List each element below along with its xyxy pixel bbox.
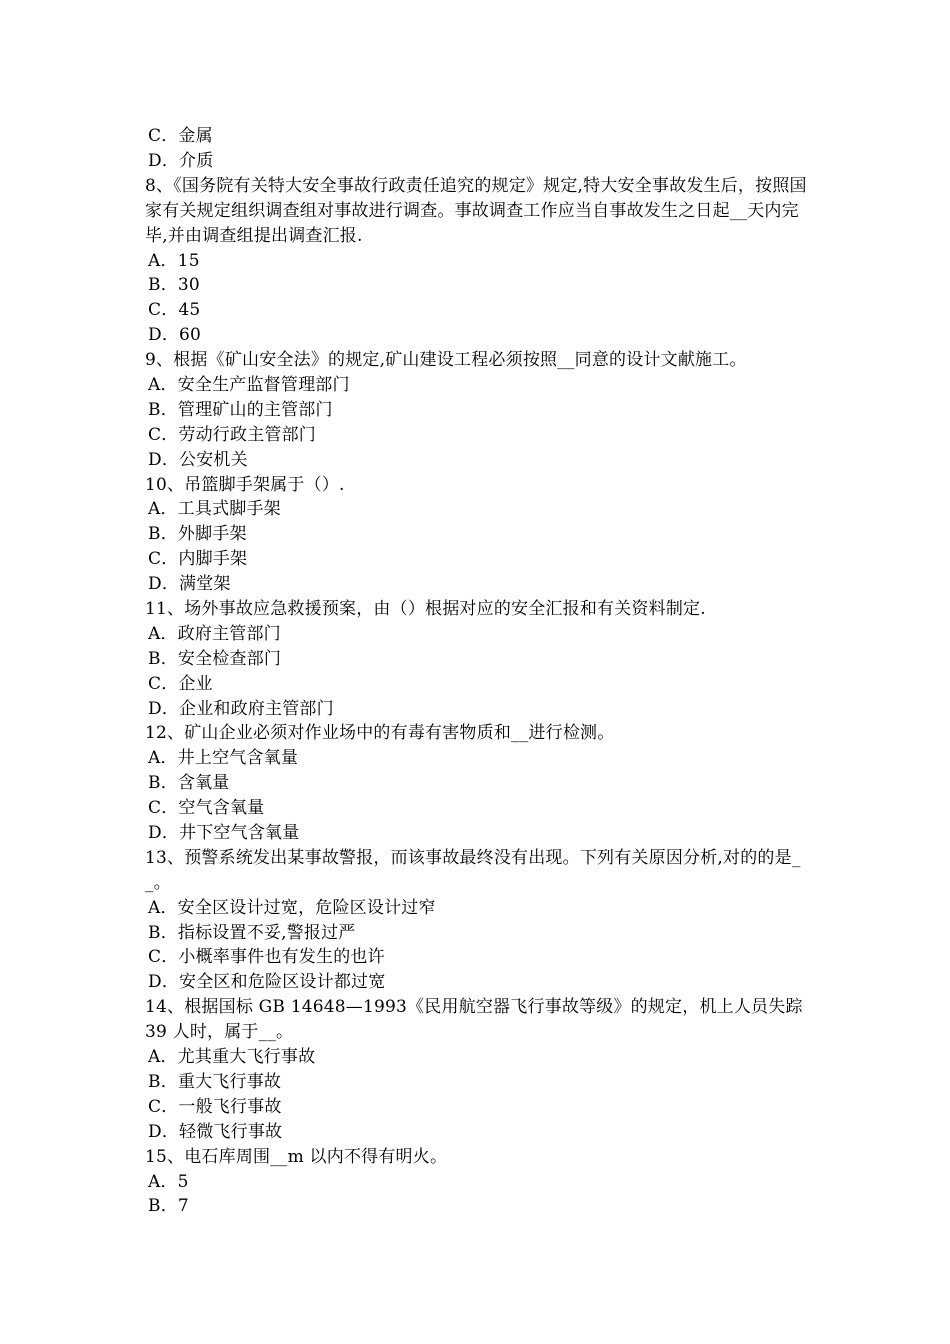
option-text: B．指标设置不妥,警报过严 [148,922,356,943]
option-text: D．介质 [148,150,214,171]
option-text: C．内脚手架 [148,549,248,570]
option-text: D．安全区和危险区设计都过宽 [148,972,386,993]
question-text: 13、预警系统发出某事故警报，而该事故最终没有出现。下列有关原因分析,对的的是__。 [145,847,801,893]
question-text: 14、根据国标 GB 14648—1993《民用航空器飞行事故等级》的规定，机上人员失踪 39 人时，属于__。 [145,997,803,1043]
option-text: A．井上空气含氧量 [148,748,299,769]
option-text: B．安全检查部门 [148,648,282,669]
question-text: 9、根据《矿山安全法》的规定,矿山建设工程必须按照__同意的设计文献施工。 [145,350,747,371]
option-text: A．5 [148,1171,189,1192]
option-text: C．劳动行政主管部门 [148,424,317,445]
question-text: 12、矿山企业必须对作业场中的有毒有害物质和__进行检测。 [145,723,615,744]
document-body [145,124,815,1219]
option-text: B．重大飞行事故 [148,1071,282,1092]
option-text: D．公安机关 [148,449,248,470]
option-text: B．外脚手架 [148,524,247,545]
option-text: D．60 [148,325,202,346]
option-text: A．工具式脚手架 [148,499,281,520]
question-text: 11、场外事故应急救援预案，由（）根据对应的安全汇报和有关资料制定. [145,598,706,619]
option-text: C．小概率事件也有发生的也许 [148,947,385,968]
option-text: B．管理矿山的主管部门 [148,399,333,420]
option-text: B．7 [148,1196,189,1217]
option-text: A．政府主管部门 [148,623,281,644]
option-text: D．满堂架 [148,574,231,595]
question-text: 8、《国务院有关特大安全事故行政责任追究的规定》规定,特大安全事故发生后，按照国家有关规定组织调查组对事故进行调查。事故调查工作应当自事故发生之日起__天内完毕,并由调查组提出调查汇报. [145,175,807,246]
option-text: A．安全区设计过宽，危险区设计过窄 [148,897,436,918]
option-text: B．含氧量 [148,773,230,794]
question-text: 10、吊篮脚手架属于（）. [145,474,345,495]
option-text: C．一般飞行事故 [148,1096,282,1117]
option-text: C．45 [148,300,201,321]
option-text: D．轻微飞行事故 [148,1121,283,1142]
option-text: C．金属 [148,126,213,146]
option-text: C．空气含氧量 [148,798,265,819]
option-text: A．15 [148,250,200,271]
option-text: C．企业 [148,673,213,694]
option-text: A．安全生产监督管理部门 [148,374,350,395]
question-text: 15、电石库周围__m 以内不得有明火。 [145,1146,448,1167]
option-text: D．井下空气含氧量 [148,822,300,843]
option-text: A．尤其重大飞行事故 [148,1047,316,1068]
option-text: D．企业和政府主管部门 [148,698,334,719]
option-text: B．30 [148,275,200,296]
